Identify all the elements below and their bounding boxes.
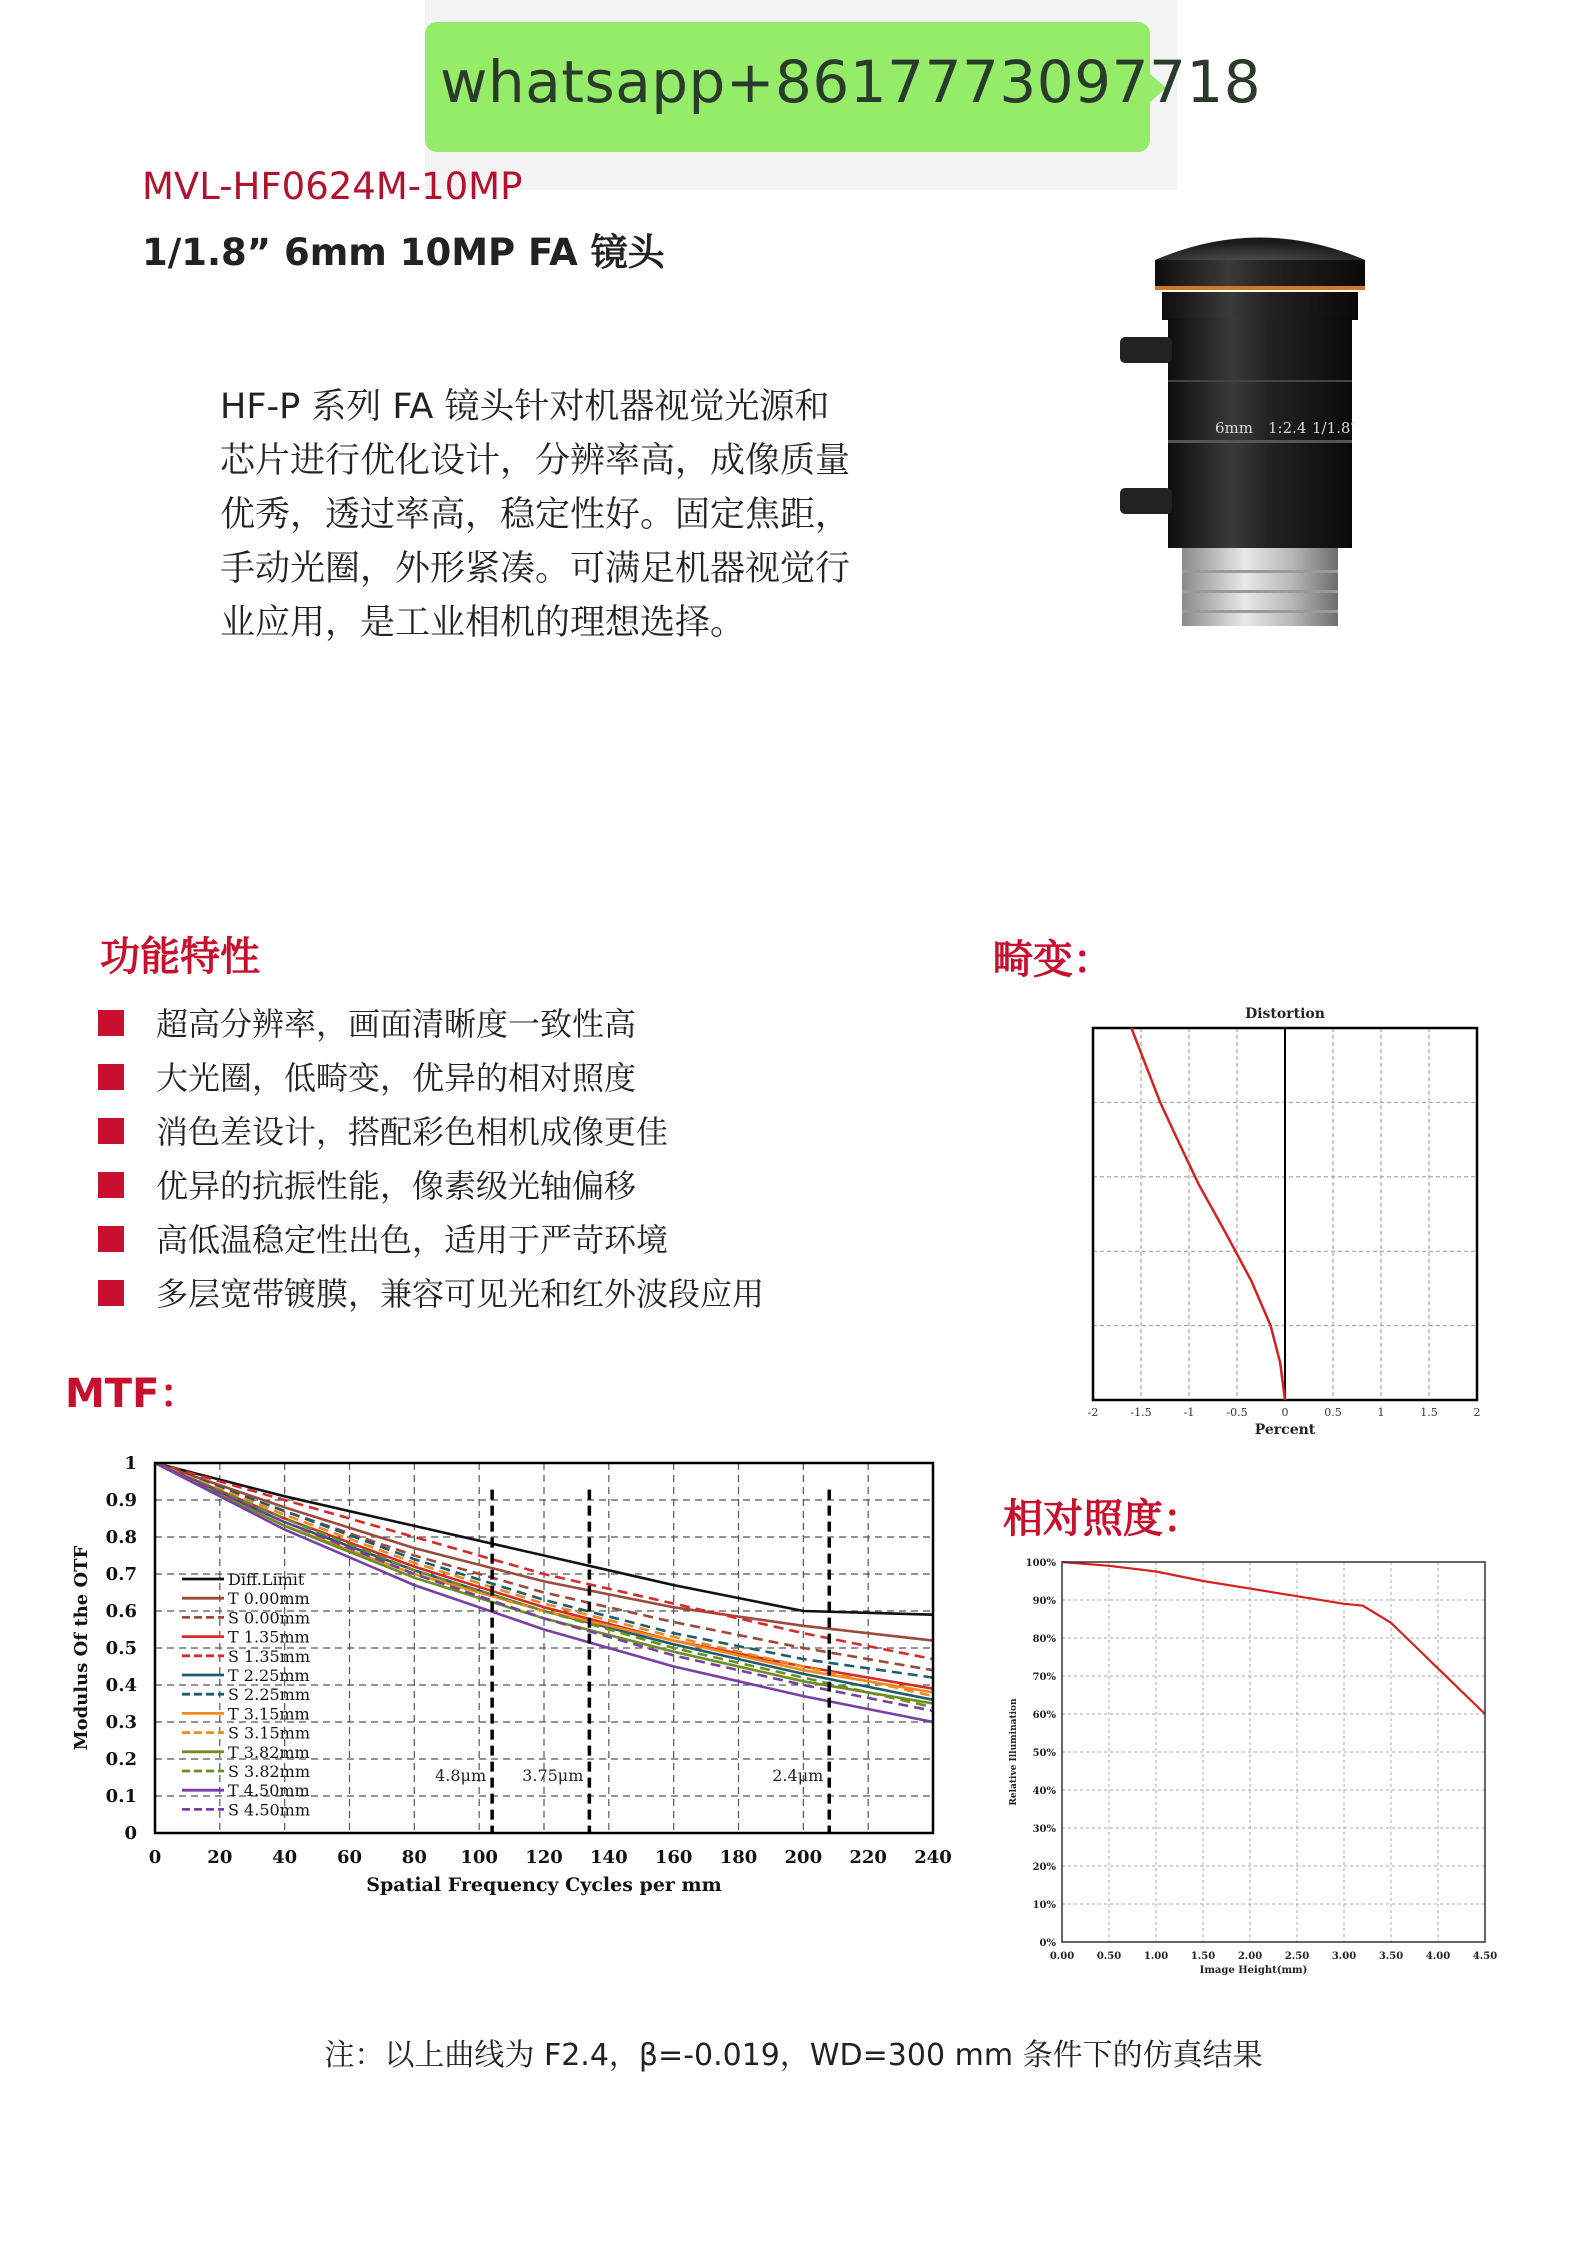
distortion-curve xyxy=(1131,1028,1285,1400)
bullet-square-icon xyxy=(98,1064,124,1090)
x-tick-label: 220 xyxy=(849,1847,887,1868)
x-tick-label: 2.50 xyxy=(1284,1951,1310,1962)
feature-item xyxy=(98,1272,764,1326)
chart-title: Distortion xyxy=(1245,1006,1325,1022)
y-tick-label: 100% xyxy=(1025,1558,1056,1569)
bullet-square-icon xyxy=(98,1226,124,1252)
x-tick-label: 1.50 xyxy=(1190,1951,1216,1962)
x-tick-label: 160 xyxy=(654,1847,693,1868)
x-tick-label: 0.50 xyxy=(1096,1951,1122,1962)
x-tick-label: 3.50 xyxy=(1378,1951,1404,1962)
x-tick-label: 0 xyxy=(148,1847,162,1868)
y-tick-label: 0 xyxy=(124,1823,137,1844)
x-tick-label: 1 xyxy=(1377,1406,1385,1419)
x-tick-label: 0 xyxy=(1281,1406,1289,1419)
y-tick-label: 0.4 xyxy=(105,1675,137,1696)
pixel-size-label: 3.75μm xyxy=(522,1766,584,1786)
y-tick-label: 1 xyxy=(124,1453,137,1474)
y-tick-label: 10% xyxy=(1032,1900,1056,1911)
feature-text: 高低温稳定性出色，适用于严苛环境 xyxy=(156,1221,669,1259)
features-title: 功能特性 xyxy=(100,934,260,980)
lens-marking-focal: 6mm xyxy=(1215,419,1253,437)
relative-illumination-title: 相对照度： xyxy=(1003,1496,1203,1542)
x-tick-label: -1.5 xyxy=(1130,1406,1152,1419)
y-tick-label: 50% xyxy=(1032,1748,1056,1759)
x-tick-label: 200 xyxy=(784,1847,823,1868)
bullet-square-icon xyxy=(98,1280,124,1306)
y-tick-label: 0.1 xyxy=(105,1786,137,1807)
legend-label: Diff.Limit xyxy=(228,1570,305,1589)
y-tick-label: 0.3 xyxy=(105,1712,137,1733)
x-tick-label: 0.5 xyxy=(1324,1406,1342,1419)
x-tick-label: -1 xyxy=(1183,1406,1195,1419)
lens-marking-aperture: 1:2.4 xyxy=(1268,419,1307,437)
x-tick-label: 180 xyxy=(719,1847,758,1868)
y-tick-label: 0.5 xyxy=(105,1638,137,1659)
y-tick-label: 40% xyxy=(1032,1786,1056,1797)
watermark-text: whatsapp+8617773097718 xyxy=(440,48,1262,116)
x-axis-label: Image Height(mm) xyxy=(1199,1965,1308,1976)
legend-label: T 2.25mm xyxy=(228,1666,310,1685)
feature-item xyxy=(98,1002,764,1056)
x-tick-label: 80 xyxy=(401,1847,427,1868)
x-tick-label: 40 xyxy=(272,1847,298,1868)
y-tick-label: 70% xyxy=(1032,1672,1056,1683)
relative-illumination-chart xyxy=(1009,1550,1498,2000)
lens-image xyxy=(1100,240,1420,650)
legend-label: T 3.15mm xyxy=(228,1704,310,1724)
y-tick-label: 20% xyxy=(1032,1862,1056,1873)
y-tick-label: 0.6 xyxy=(105,1601,137,1622)
legend-label: S 0.00mm xyxy=(228,1608,311,1628)
x-tick-label: 20 xyxy=(207,1847,233,1868)
feature-text: 多层宽带镀膜，兼容可见光和红外波段应用 xyxy=(156,1275,765,1313)
x-tick-label: -0.5 xyxy=(1226,1406,1248,1419)
feature-item xyxy=(98,1110,764,1164)
bullet-square-icon xyxy=(98,1010,124,1036)
legend-label: T 3.82mm xyxy=(228,1742,310,1762)
x-axis-label: Percent xyxy=(1254,1422,1316,1438)
y-axis-label: Relative Illumination xyxy=(1009,1698,1019,1806)
feature-text: 消色差设计，搭配彩色相机成像更佳 xyxy=(156,1113,669,1151)
y-tick-label: 0% xyxy=(1039,1938,1056,1949)
x-tick-label: 0.00 xyxy=(1049,1951,1075,1962)
y-tick-label: 0.2 xyxy=(105,1749,137,1770)
x-tick-label: 120 xyxy=(525,1847,563,1868)
feature-item xyxy=(98,1056,764,1110)
legend-label: T 1.35mm xyxy=(228,1627,310,1647)
legend-label: S 4.50mm xyxy=(228,1800,311,1820)
y-tick-label: 60% xyxy=(1032,1710,1056,1721)
x-tick-label: 4.50 xyxy=(1472,1951,1498,1962)
legend-label: S 3.15mm xyxy=(228,1723,311,1743)
feature-text: 超高分辨率，画面清晰度一致性高 xyxy=(156,1005,637,1043)
x-tick-label: 4.00 xyxy=(1425,1951,1451,1962)
x-tick-label: 100 xyxy=(460,1847,498,1868)
x-tick-label: 1.5 xyxy=(1420,1406,1438,1419)
simulation-note: 注：以上曲线为 F2.4，β=-0.019，WD=300 mm 条件下的仿真结果 xyxy=(324,2038,1263,2073)
product-subtitle: 1/1.8” 6mm 10MP FA 镜头 xyxy=(142,231,665,274)
legend-label: S 1.35mm xyxy=(228,1646,311,1666)
mtf-chart xyxy=(60,1445,960,1905)
x-tick-label: 240 xyxy=(914,1847,952,1868)
y-axis-label: Modulus Of the OTF xyxy=(71,1545,92,1751)
feature-list xyxy=(98,1002,764,1326)
x-axis-label: Spatial Frequency Cycles per mm xyxy=(366,1874,722,1896)
model-number: MVL-HF0624M-10MP xyxy=(142,165,523,208)
x-tick-label: 140 xyxy=(590,1847,628,1868)
y-tick-label: 90% xyxy=(1032,1596,1056,1607)
bullet-square-icon xyxy=(98,1118,124,1144)
legend-label: T 4.50mm xyxy=(228,1781,310,1801)
legend-label: T 0.00mm xyxy=(228,1589,310,1609)
y-tick-label: 0.9 xyxy=(105,1490,137,1511)
feature-text: 大光圈，低畸变，优异的相对照度 xyxy=(156,1059,637,1097)
intro-paragraph: HF-P 系列 FA 镜头针对机器视觉光源和芯片进行优化设计，分辨率高，成像质量优秀，透过率高，稳定性好。固定焦距，手动光圈，外形紧凑。可满足机器视觉行业应用，是工业相机的理想选择。 xyxy=(220,387,851,643)
pixel-size-label: 4.8μm xyxy=(435,1766,487,1786)
x-tick-label: 60 xyxy=(336,1847,363,1868)
distortion-title: 畸变： xyxy=(993,937,1113,983)
bullet-square-icon xyxy=(98,1172,124,1198)
x-tick-label: -2 xyxy=(1087,1406,1099,1419)
mtf-title: MTF： xyxy=(65,1371,200,1417)
y-tick-label: 80% xyxy=(1032,1634,1056,1645)
pixel-size-label: 2.4μm xyxy=(772,1766,824,1786)
lens-marking-format: 1/1.8″ xyxy=(1312,419,1357,437)
distortion-chart xyxy=(1085,1000,1505,1450)
feature-item xyxy=(98,1218,764,1272)
y-tick-label: 0.7 xyxy=(105,1564,137,1585)
legend-label: S 2.25mm xyxy=(228,1685,311,1705)
feature-text: 优异的抗振性能，像素级光轴偏移 xyxy=(156,1167,637,1205)
x-tick-label: 2.00 xyxy=(1237,1951,1263,1962)
y-tick-label: 30% xyxy=(1032,1824,1056,1835)
x-tick-label: 2 xyxy=(1473,1406,1481,1419)
legend-label: S 3.82mm xyxy=(228,1762,311,1781)
x-tick-label: 3.00 xyxy=(1331,1951,1357,1962)
y-tick-label: 0.8 xyxy=(105,1527,137,1548)
feature-item xyxy=(98,1164,764,1218)
x-tick-label: 1.00 xyxy=(1143,1951,1169,1962)
